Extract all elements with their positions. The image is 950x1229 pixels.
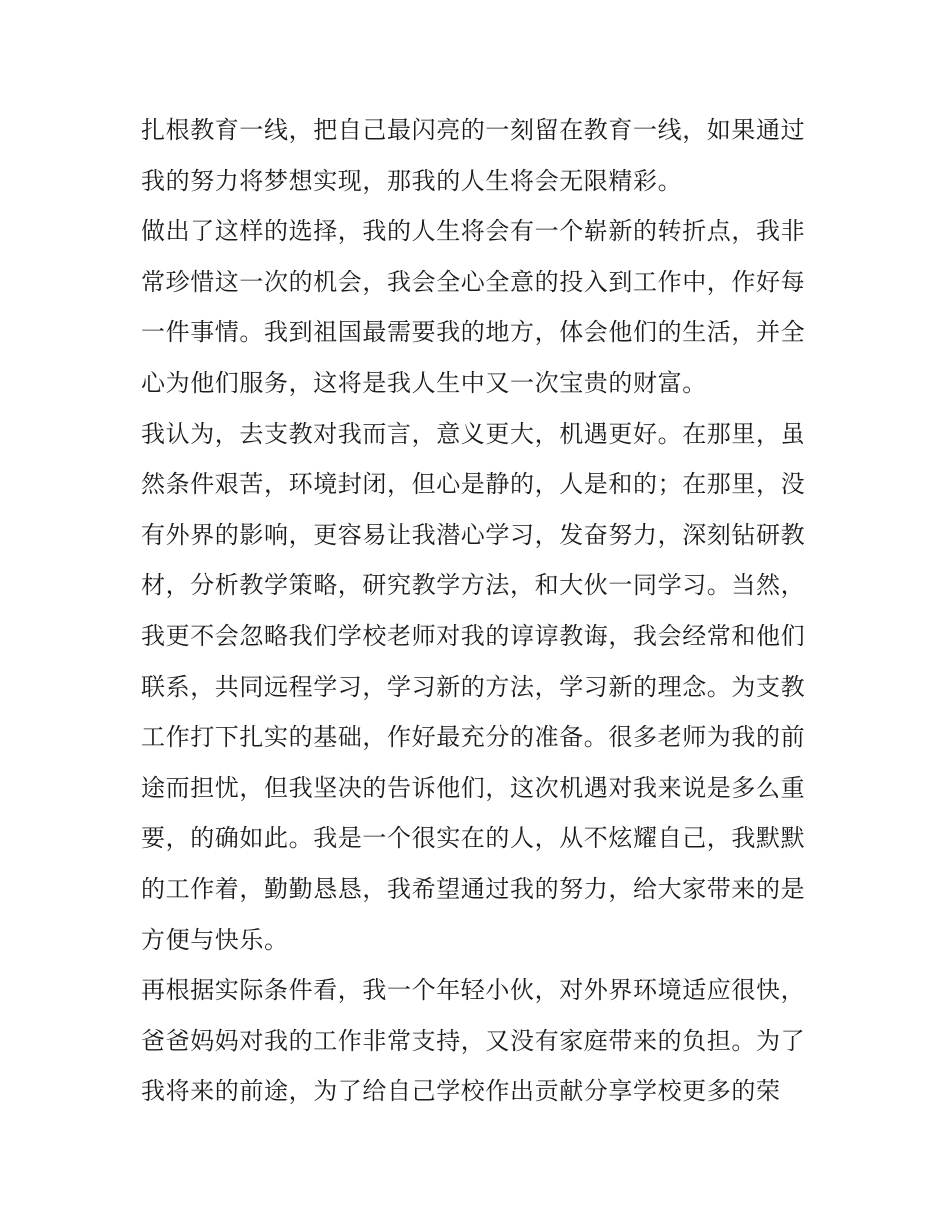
document-body: [141, 105, 813, 1117]
paragraph-4: 再根据实际条件看，我一个年轻小伙，对外界环境适应很快， 爸爸妈妈对我的工作非常支持，又没有家庭带来的负担。为了 我将来的前途，为了给自己学校作出贡献分享学校更多的荣: [141, 976, 806, 1106]
paragraph-3: 我认为，去支教对我而言，意义更大，机遇更好。在那里，虽 然条件艰苦，环境封闭，但心是静的，人是和的；在那里，没 有外界的影响，更容易让我潜心学习，发奋努力，深刻钻研教 材，分析教学策略，研究教学方法，和大伙一同学习。当然， 我更不会忽略我们学校老师对我的谆谆教诲，我会经常和他们 联系，共同远程学习，学习新的方法，学习新的理念。为支教 工作打下扎实的基础，作好最充分的准备。很多老师为我的前 途而担忧，但我坚决的告诉他们，这次机遇对我来说是多么重 要，的确如此。我是一个很实在的人，从不炫耀自己，我默默 的工作着，勤勤恳恳，我希望通过我的努力，给大家带来的是 方便与快乐。: [141, 419, 806, 954]
paragraph-1: 扎根教育一线，把自己最闪亮的一刻留在教育一线，如果通过 我的努力将梦想实现，那我的人生将会无限精彩。: [141, 116, 806, 195]
paragraph-2: 做出了这样的选择，我的人生将会有一个崭新的转折点，我非 常珍惜这一次的机会，我会全心全意的投入到工作中，作好每 一件事情。我到祖国最需要我的地方，体会他们的生活，并全 心为他们服务，这将是我人生中又一次宝贵的财富。: [141, 217, 806, 397]
